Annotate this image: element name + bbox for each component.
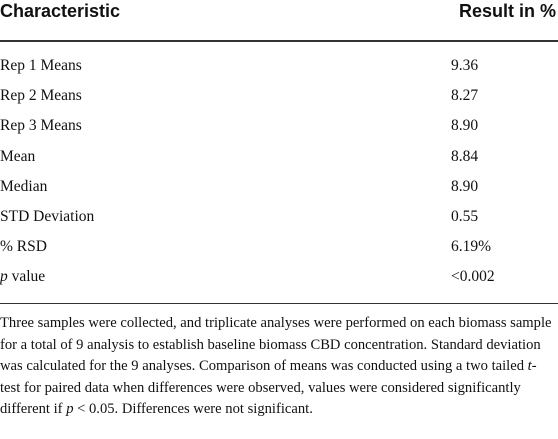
- table-row: [0, 148, 558, 178]
- table-row: [0, 268, 558, 298]
- table-header: [0, 0, 558, 40]
- header-rule: [0, 40, 558, 42]
- table-row: [0, 178, 558, 208]
- row-label: STD Deviation: [0, 208, 95, 225]
- header-characteristic: Characteristic: [0, 1, 121, 21]
- row-value: 8.27: [451, 87, 479, 104]
- table-row: [0, 117, 558, 147]
- row-label: Rep 1 Means: [0, 57, 82, 74]
- table-row: [0, 57, 558, 87]
- table-footnote: [0, 313, 556, 421]
- table-row: [0, 87, 558, 117]
- header-result: Result in %: [458, 1, 556, 21]
- row-value: 8.90: [451, 117, 479, 134]
- footnote-part2: -test for paired data when differences were observed, values were considered significantly different if: [0, 358, 537, 417]
- row-label: Rep 3 Means: [0, 117, 82, 134]
- row-label-rest: value: [7, 268, 46, 285]
- footnote-part3: < 0.05. Differences were not significant.: [73, 401, 313, 417]
- row-label: Rep 2 Means: [0, 87, 82, 104]
- row-label: % RSD: [0, 238, 47, 255]
- table-row: [0, 238, 558, 268]
- row-label: Median: [0, 178, 48, 195]
- row-label: [0, 268, 45, 286]
- row-label: Mean: [0, 148, 36, 165]
- row-value: 8.84: [451, 148, 479, 165]
- row-value: 0.55: [451, 208, 479, 225]
- footnote-italic-t: t: [527, 358, 532, 374]
- row-value: 8.90: [451, 178, 479, 195]
- row-value: 9.36: [451, 57, 479, 74]
- row-value: <0.002: [451, 268, 495, 285]
- footnote-part1: Three samples were collected, and triplicate analyses were performed on each biomass sample for a total of 9 analysis to establish baseline biomass CBD concentration. Standard deviation was calculated for the 9 analyses. Comparison of means was conducted using a two tailed: [0, 315, 552, 374]
- row-value: 6.19%: [451, 238, 492, 255]
- p-italic: p: [0, 268, 8, 285]
- table-bottom-rule: [0, 303, 558, 304]
- footnote-italic-p: p: [66, 401, 74, 417]
- table-row: [0, 208, 558, 238]
